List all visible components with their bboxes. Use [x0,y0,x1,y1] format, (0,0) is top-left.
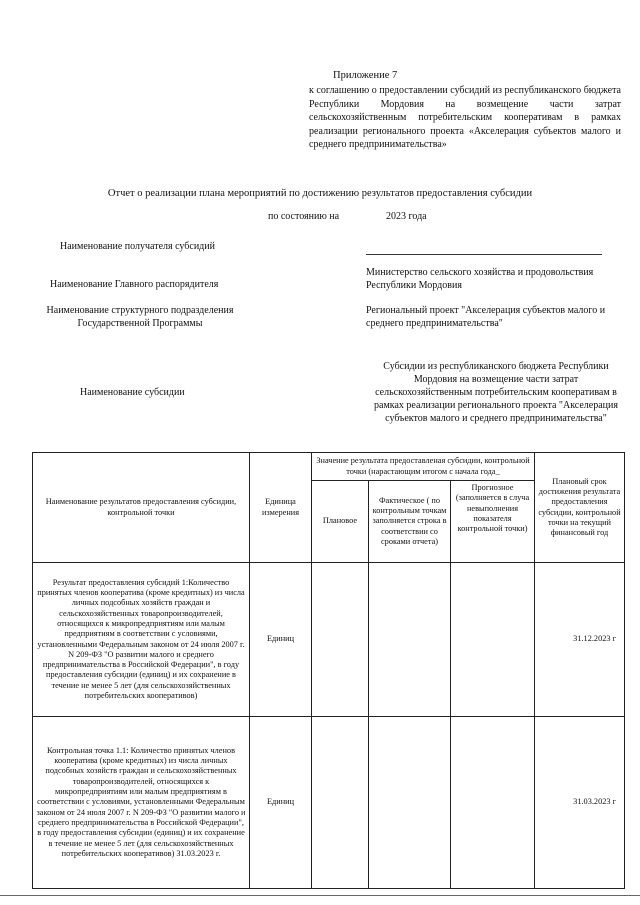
row-deadline: 31.12.2023 г [535,563,625,717]
row-forecast [451,563,535,717]
subsidy-label: Наименование субсидии [80,387,185,398]
subsidy-value: Субсидии из республиканского бюджета Республики Мордовия на возмещение части затрат сельскохозяйственным потребительским кооперативам в рамках реализации регионального проекта "Акселерация субъектов малого и среднего предпринимательства" [374,361,618,424]
table-row [33,563,625,717]
report-state-label: по состоянию на [268,211,340,222]
report-table [32,452,625,889]
header-forecast: Прогнозное (заполняется в случа невыполнения показателя контрольной точки) [451,481,535,563]
page-bottom-rule [0,895,640,896]
row-unit: Единиц [250,717,312,889]
row-name: Результат предоставления субсидий 1:Количество принятых членов кооператива (кроме кредитных) из числа личных подсобных хозяйств граждан и сельскохозяйственных товаропроизводителей, относящихся к микропредприятиям или малым предприятиям в соответствии с условиями, установленными Федеральным законом от 24 июля 2007 г. N 209-ФЗ "О развитии малого и среднего предпринимательства в Российской Федерации", в году предоставления субсидии (единиц) и их сохранение в течение не менее 5 лет (для сельскохозяйственных потребительских кооперативов) [33,563,250,717]
recipient-underline [366,254,602,255]
recipient-label: Наименование получателя субсидий [60,241,215,252]
structural-label: Наименование структурного подразделения Государственной Программы [46,305,234,329]
report-title: Отчет о реализации плана мероприятий по достижению результатов предоставления субсидии [107,188,533,199]
manager-label: Наименование Главного распорядителя [50,279,219,290]
row-planned [312,717,369,889]
row-name: Контрольная точка 1.1: Количество принятых членов кооператива (кроме кредитных) из числа личных подсобных хозяйств граждан и сельскохозяйственных товаропроизводителей, относящихся к микропредприятиям или малым предприятиям в соответствии с условиями, установленными Федеральным законом от 24 июля 2007 г. N 209-ФЗ "О развитии малого и среднего предпринимательства в Российской Федерации", в году предоставления субсидии (единиц) и их сохранение в течение не менее 5 лет (для сельскохозяйственных потребительских кооперативов) 31.03.2023 г. [33,717,250,889]
row-planned [312,563,369,717]
report-state-year: 2023 года [386,211,427,222]
header-planned: Плановое [312,481,369,563]
row-actual [369,563,451,717]
row-actual [369,717,451,889]
header-deadline: Плановый срок достижения результата предоставления субсидии, контрольной точки на текущий финансовый год [535,453,625,563]
structural-value: Региональный проект "Акселерация субъектов малого и среднего предпринимательства" [366,305,606,329]
appendix-text: к соглашению о предоставлении субсидий из республиканского бюджета Республики Мордовия на возмещение части затрат сельскохозяйственным потребительским кооперативам в рамках реализации регионального проекта «Акселерация субъектов малого и среднего предпринимательства» [309,85,621,151]
header-value-group: Значение результата предоставленая субсидии, контрольной точки (нарастающим итогом с начала года_ [312,453,535,481]
row-unit: Единиц [250,563,312,717]
row-deadline: 31.03.2023 г [535,717,625,889]
header-unit: Единица измерения [250,453,312,563]
row-forecast [451,717,535,889]
header-actual: Фактическое ( по контрольным точкам заполняется строка в соответствии со сроками отчета) [369,481,451,563]
appendix-title: Приложение 7 [333,70,398,81]
header-name: Наименование результатов предоставления субсидии, контрольной точки [33,453,250,563]
manager-value: Министерство сельского хозяйства и продовольствия Республики Мордовия [366,267,594,291]
table-row [33,717,625,889]
